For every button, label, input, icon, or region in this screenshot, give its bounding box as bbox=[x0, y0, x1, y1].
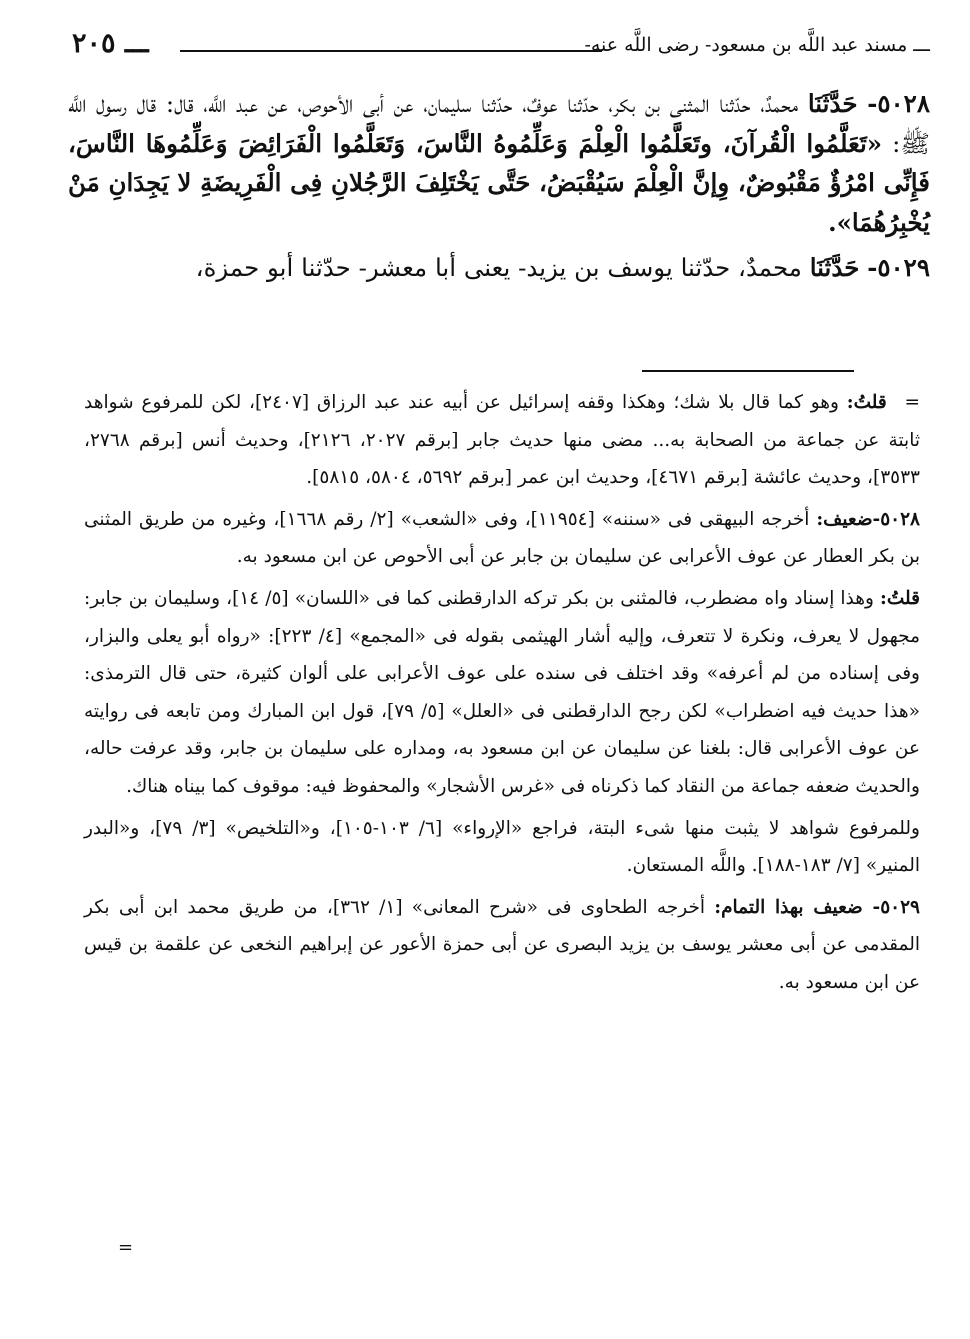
hadith-isnad: محمدٌ، حدّثنا يوسف بن يزيد- يعنى أبا معشر- حدّثنا أبو حمزة، bbox=[195, 253, 802, 282]
note-label: قلتُ: bbox=[846, 392, 887, 413]
running-title: ـــ مسند عبد اللَّه بن مسعود- رضى اللَّه عنه- bbox=[584, 34, 930, 56]
note-label: ٥٠٢٨-ضعيف: bbox=[816, 508, 920, 530]
page-number-dash: ـــ bbox=[124, 28, 149, 59]
hadith-matn: «تَعَلَّمُوا الْقُرآنَ، وتَعَلَّمُوا الْعِلْمَ وَعَلِّمُوهُ النَّاسَ، وَتَعَلَّمُوا الْفَرَائِضَ وَعَلِّمُوهَا النَّاسَ، فَإِنِّى امْرُؤٌ مَقْبُوضٌ، وِإنَّ الْعِلْمَ سَيُقْبَضُ، حَتَّى يَخْتَلِفَ الرَّجُلانِ فِى الْفَرِيضَةِ لا يَجِدَانِ مَنْ يُخْبِرُهُمَا». bbox=[68, 128, 930, 237]
hadith-opening: حَدَّثَنَا bbox=[807, 89, 858, 118]
hadith-5028 bbox=[68, 84, 930, 242]
hadith-5029 bbox=[68, 248, 930, 288]
hadith-number: ٥٠٢٩- bbox=[867, 253, 930, 282]
note-marfu bbox=[84, 810, 920, 885]
note-5028 bbox=[84, 501, 920, 576]
hadith-text bbox=[68, 84, 930, 294]
footnotes bbox=[84, 384, 920, 1002]
hadith-opening: حَدَّثَنَا bbox=[809, 253, 860, 282]
page-number bbox=[72, 28, 149, 59]
continuation-mark: = bbox=[904, 392, 920, 413]
note-text: أخرجه البيهقى فى «سننه» [١١٩٥٤]، وفى «الشعب» [٢/ رقم ١٦٦٨]، وغيره من طريق المثنى بن بكر العطار عن عوف الأعرابى عن سليمان بن جابر عن أبى الأحوص عن ابن مسعود به. bbox=[84, 508, 920, 568]
note-text: أخرجه الطحاوى فى «شرح المعانى» [١/ ٣٦٢]، من طريق محمد ابن أبى بكر المقدمى عن أبى معشر يوسف بن يزيد البصرى عن أبى حمزة الأعور عن إبراهيم النخعى عن علقمة بن قيس عن ابن مسعود به. bbox=[84, 896, 920, 993]
page-number-value: ٢٠٥ bbox=[72, 28, 116, 59]
hadith-number: ٥٠٢٨- bbox=[867, 89, 930, 118]
note-5029 bbox=[84, 889, 920, 1002]
header-rule bbox=[180, 50, 602, 52]
hadith-isnad: محمدٌ، حدّثنا المثنى بن بكر، حدّثنا عوفٌ، حدّثنا سليمان، عن أبى الأحوص، عن عبد اللَّه، قال: قال رسول اللَّه ﷺ: bbox=[68, 89, 930, 158]
note-qult-2 bbox=[84, 580, 920, 806]
note-label: قلتُ: bbox=[880, 587, 920, 609]
note-text: وللمرفوع شواهد لا يثبت منها شىء البتة، فراجع «الإرواء» [٦/ ١٠٣-١٠٥]، و«التلخيص» [٣/ ٧٩]، و«البدر المنير» [٧/ ١٨٣-١٨٨]. واللَّه المستعان. bbox=[84, 817, 920, 877]
note-qult-1 bbox=[84, 384, 920, 497]
footnote-separator bbox=[642, 370, 854, 372]
note-text: وهو كما قال بلا شك؛ وهكذا وقفه إسرائيل عن أبيه عند عبد الرزاق [٢٤٠٧]، لكن للمرفوع شواهد ثابتة عن جماعة من الصحابة به... مضى منها حديث جابر [برقم ٢٠٢٧، ٢١٢٦]، وحديث أنس [برقم ٢٧٦٨، ٣٥٣٣]، وحديث عائشة [برقم ٤٦٧١]، وحديث ابن عمر [برقم ٥٦٩٢، ٥٨٠٤، ٥٨١٥]. bbox=[84, 392, 920, 489]
note-label: ٥٠٢٩- ضعيف بهذا التمام: bbox=[714, 896, 920, 918]
note-text: وهذا إسناد واه مضطرب، فالمثنى بن بكر تركه الدارقطنى كما فى «اللسان» [٥/ ١٤]، وسليمان بن جابر: مجهول لا يعرف، ونكرة لا تتعرف، وإليه أشار الهيثمى بقوله فى «المجمع» [٤/ ٢٢٣]: «رواه أبو يعلى والبزار، وفى إسناده من لم أعرفه» وقد اختلف فى سنده على عوف الأعرابى على ألوان كثيرة، حتى قال الترمذى: «هذا حديث فيه اضطراب» لكن رجح الدارقطنى فى «العلل» [٥/ ٧٩]، قول ابن المبارك ومن تابعه فى روايته عن عوف الأعرابى قال: بلغنا عن سليمان عن ابن مسعود به، ومداره على سليمان بن جابر، وقد عرفت حاله، والحديث ضعفه جماعة من النقاد كما ذكرناه فى «غرس الأشجار» والمحفوظ فيه: موقوف كما بيناه هناك. bbox=[84, 587, 920, 797]
running-header bbox=[72, 28, 930, 68]
continuation-mark-bottom: = bbox=[118, 1237, 134, 1258]
